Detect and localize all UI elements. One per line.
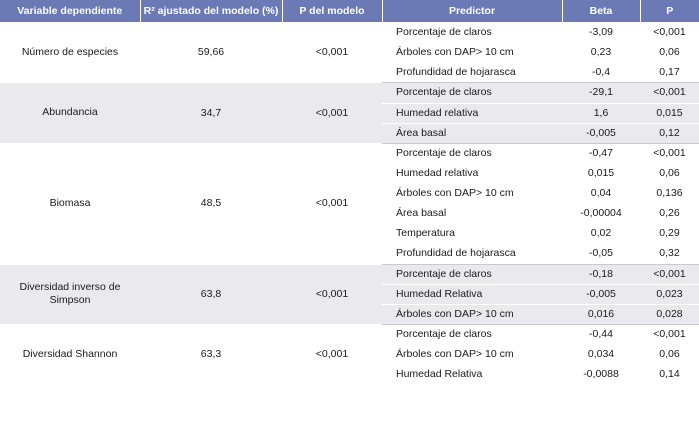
table-row	[0, 23, 699, 43]
cell-beta: 0,04	[562, 184, 640, 204]
column-header-p-modelo: P del modelo	[282, 0, 382, 23]
cell-beta: -0,47	[562, 143, 640, 163]
cell-beta: -0,05	[562, 244, 640, 264]
cell-p-value: 0,06	[640, 345, 699, 365]
cell-beta: 1,6	[562, 103, 640, 123]
cell-p-value: <0,001	[640, 324, 699, 344]
cell-beta: 0,034	[562, 345, 640, 365]
cell-variable-dependiente: Biomasa	[0, 143, 140, 264]
cell-p-value: 0,015	[640, 103, 699, 123]
cell-predictor: Porcentaje de claros	[382, 324, 562, 344]
cell-r2-ajustado: 59,66	[140, 23, 282, 83]
table-row	[0, 324, 699, 344]
cell-beta: -0,005	[562, 284, 640, 304]
cell-predictor: Porcentaje de claros	[382, 143, 562, 163]
cell-beta: -0,18	[562, 264, 640, 284]
cell-p-value: 0,028	[640, 304, 699, 324]
cell-beta: -0,4	[562, 63, 640, 83]
cell-r2-ajustado: 34,7	[140, 83, 282, 143]
cell-predictor: Humedad relativa	[382, 103, 562, 123]
table-row	[0, 83, 699, 103]
cell-p-value: 0,06	[640, 163, 699, 183]
cell-p-value: 0,17	[640, 63, 699, 83]
cell-p-modelo: <0,001	[282, 264, 382, 324]
table-row	[0, 264, 699, 284]
table-body	[0, 23, 699, 385]
cell-p-modelo: <0,001	[282, 324, 382, 384]
cell-p-value: 0,06	[640, 43, 699, 63]
cell-variable-dependiente: Abundancia	[0, 83, 140, 143]
cell-predictor: Área basal	[382, 204, 562, 224]
cell-p-value: <0,001	[640, 23, 699, 43]
cell-predictor: Profundidad de hojarasca	[382, 63, 562, 83]
cell-predictor: Profundidad de hojarasca	[382, 244, 562, 264]
cell-p-modelo: <0,001	[282, 143, 382, 264]
cell-predictor: Árboles con DAP> 10 cm	[382, 304, 562, 324]
cell-predictor: Temperatura	[382, 224, 562, 244]
cell-predictor: Árboles con DAP> 10 cm	[382, 345, 562, 365]
cell-r2-ajustado: 63,8	[140, 264, 282, 324]
cell-predictor: Árboles con DAP> 10 cm	[382, 43, 562, 63]
cell-p-value: 0,29	[640, 224, 699, 244]
cell-beta: -0,44	[562, 324, 640, 344]
cell-beta: -0,0088	[562, 365, 640, 385]
cell-r2-ajustado: 63,3	[140, 324, 282, 384]
cell-predictor: Árboles con DAP> 10 cm	[382, 184, 562, 204]
cell-predictor: Porcentaje de claros	[382, 83, 562, 103]
column-header-predictor: Predictor	[382, 0, 562, 23]
cell-p-value: 0,32	[640, 244, 699, 264]
cell-beta: -0,005	[562, 123, 640, 143]
column-header-p: P	[640, 0, 699, 23]
cell-predictor: Área basal	[382, 123, 562, 143]
cell-p-value: 0,26	[640, 204, 699, 224]
cell-r2-ajustado: 48,5	[140, 143, 282, 264]
cell-variable-dependiente: Diversidad inverso de Simpson	[0, 264, 140, 324]
cell-p-value: 0,023	[640, 284, 699, 304]
column-header-r2-ajustado: R² ajustado del modelo (%)	[140, 0, 282, 23]
table-header-row	[0, 0, 699, 23]
cell-p-value: 0,12	[640, 123, 699, 143]
cell-predictor: Humedad relativa	[382, 163, 562, 183]
cell-predictor: Porcentaje de claros	[382, 23, 562, 43]
cell-p-modelo: <0,001	[282, 83, 382, 143]
cell-beta: 0,23	[562, 43, 640, 63]
cell-predictor: Humedad Relativa	[382, 284, 562, 304]
column-header-beta: Beta	[562, 0, 640, 23]
cell-p-value: 0,14	[640, 365, 699, 385]
cell-p-value: <0,001	[640, 143, 699, 163]
cell-predictor: Porcentaje de claros	[382, 264, 562, 284]
cell-beta: 0,016	[562, 304, 640, 324]
cell-p-modelo: <0,001	[282, 23, 382, 83]
cell-beta: -0,00004	[562, 204, 640, 224]
cell-p-value: <0,001	[640, 83, 699, 103]
cell-beta: -29,1	[562, 83, 640, 103]
cell-beta: -3,09	[562, 23, 640, 43]
cell-p-value: 0,136	[640, 184, 699, 204]
table-header	[0, 0, 699, 23]
cell-variable-dependiente: Diversidad Shannon	[0, 324, 140, 384]
table-row	[0, 143, 699, 163]
cell-variable-dependiente: Número de especies	[0, 23, 140, 83]
cell-p-value: <0,001	[640, 264, 699, 284]
cell-beta: 0,02	[562, 224, 640, 244]
column-header-variable-dependiente: Variable dependiente	[0, 0, 140, 23]
cell-beta: 0,015	[562, 163, 640, 183]
cell-predictor: Humedad Relativa	[382, 365, 562, 385]
